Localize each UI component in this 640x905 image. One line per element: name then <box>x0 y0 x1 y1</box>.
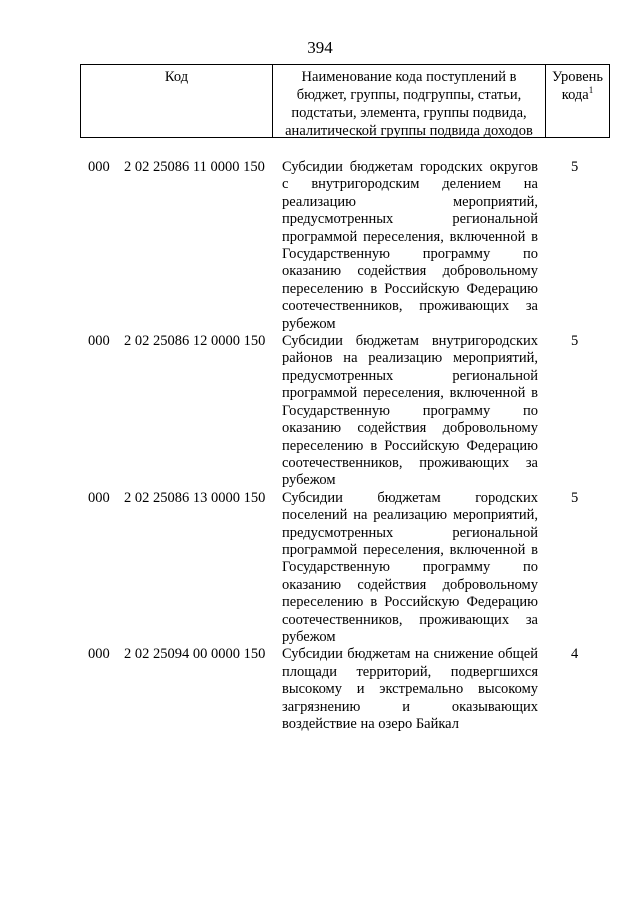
row-prefix: 000 <box>88 159 110 175</box>
header-level <box>545 65 609 137</box>
row-level: 5 <box>571 159 579 175</box>
row-level: 5 <box>571 333 579 350</box>
table-row <box>80 646 610 733</box>
row-code: 2 02 25086 13 0000 150 <box>124 489 266 506</box>
row-prefix: 000 <box>88 333 110 350</box>
table-body <box>80 159 610 733</box>
row-level: 4 <box>571 646 579 663</box>
row-code: 2 02 25086 11 0000 150 <box>124 159 265 175</box>
table-row <box>80 333 610 490</box>
row-prefix: 000 <box>88 646 110 663</box>
row-name: Субсидии бюджетам городских округов с внутригородским делением на реализацию мероприятий, предусмотренных региональной программой переселения, включенной в Государственную программу по оказанию содействия добровольному переселению в Российскую Федерацию соотечественников, проживающих за рубежом <box>282 159 538 332</box>
header-code: Код <box>164 69 189 85</box>
header-level-label: Уровень кода <box>551 69 604 103</box>
table-header <box>80 64 610 138</box>
row-code: 2 02 25086 12 0000 150 <box>124 333 266 350</box>
header-level-footnote: 1 <box>588 85 594 96</box>
table-row <box>80 490 610 647</box>
row-name: Субсидии бюджетам на снижение общей площади территорий, подвергшихся высокому и экстремально высокому загрязнению и оказывающих воздействие на озеро Байкал <box>282 646 538 732</box>
row-name: Субсидии бюджетам внутригородских районов на реализацию мероприятий, предусмотренных региональной программой переселения, включенной в Государственную программу по оказанию содействия добровольному переселению в Российскую Федерацию соотечественников, проживающих за рубежом <box>282 333 538 489</box>
row-code: 2 02 25094 00 0000 150 <box>124 646 266 663</box>
row-prefix: 000 <box>88 489 110 506</box>
table-row <box>80 159 610 333</box>
row-name: Субсидии бюджетам городских поселений на реализацию мероприятий, предусмотренных региональной программой переселения, включенной в Государственную программу по оказанию содействия добровольному переселению в Российскую Федерацию соотечественников, проживающих за рубежом <box>282 489 538 645</box>
page-number: 394 <box>307 38 333 57</box>
header-name: Наименование кода поступлений в бюджет, группы, подгруппы, статьи, подстатьи, элемента, группы подвида, аналитической группы подвида доходов <box>272 65 545 137</box>
row-level: 5 <box>571 489 579 506</box>
